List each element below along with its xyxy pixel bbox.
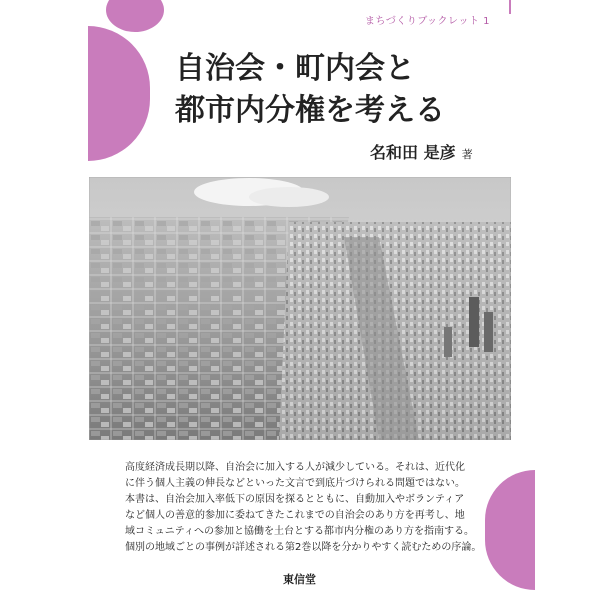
author-suffix: 著 [461,148,473,161]
blurb-line-5: 域コミュニティへの参加と協働を土台とする都市内分権のあり方を指南する。 [125,526,474,537]
decorative-rule [509,0,511,14]
blurb-line-1: 高度経済成長期以降、自治会に加入する人が減少している。それは、近代化 [125,462,465,473]
cover-photo-aerial-city [89,177,511,440]
blurb-line-6: 個別の地域ごとの事例が詳述される第2巻以降を分かりやすく読むための序論。 [125,542,482,553]
author-name: 名和田 是彦 [370,143,456,162]
blurb-line-3: 本書は、自治会加入率低下の原因を探るとともに、自動加入やボランティア [125,494,465,505]
blurb-line-2: に伴う個人主義の伸長などといった文言で到底片づけられる問題ではない。 [125,478,465,489]
decorative-blob-top [106,0,164,32]
book-title [175,48,445,132]
title-line-1: 自治会・町内会と [175,51,415,86]
title-line-2: 都市内分権を考える [175,93,445,128]
blurb-line-4: など個人の善意的参加に委ねてきたこれまでの自治会のあり方を再考し、地 [125,510,465,521]
cover-blurb [125,460,495,556]
author-line [370,140,473,163]
series-label: まちづくりブックレット 1 [364,16,490,27]
decorative-blob-left [88,26,150,161]
publisher-name: 東信堂 [283,573,316,586]
